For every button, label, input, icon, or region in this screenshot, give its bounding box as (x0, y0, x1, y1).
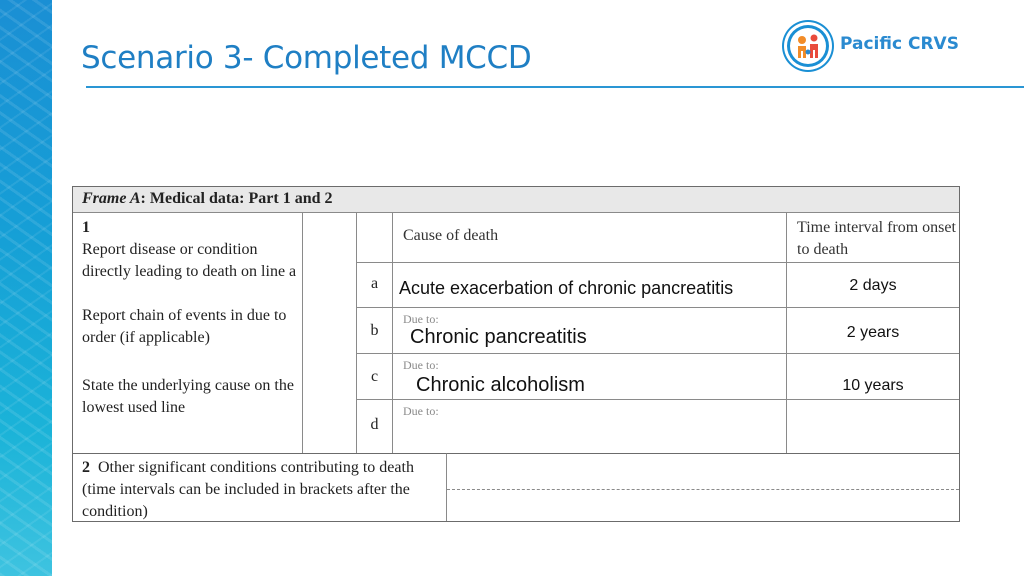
blank-column (303, 213, 357, 453)
row-letter-d: d (357, 400, 393, 453)
part2-dashed-line (447, 489, 959, 490)
chain-instruction: Report chain of events in due to order (if applicable) (82, 307, 287, 346)
mccd-frame-a (72, 186, 960, 522)
cause-text-c: Chronic alcoholism (416, 374, 585, 396)
cause-row-a[interactable] (393, 263, 787, 308)
title-divider (86, 86, 1024, 88)
cause-of-death-header: Cause of death (393, 213, 787, 263)
part1-instructions (73, 213, 303, 453)
interval-row-a[interactable]: 2 days (787, 263, 959, 308)
underlying-instruction: State the underlying cause on the lowest used line (82, 377, 294, 416)
frame-header-label: Frame A (82, 190, 141, 207)
due-to-label-b: Due to: (403, 312, 439, 326)
interval-row-c[interactable]: 10 years (787, 354, 959, 400)
time-interval-header: Time interval from onset to death (787, 213, 959, 263)
part2-instruction: Other significant conditions contributing to death (time intervals can be included in brackets after the condition) (82, 459, 414, 520)
row-letter-b: b (357, 308, 393, 354)
cause-row-b[interactable] (393, 308, 787, 354)
pacific-crvs-logo (784, 20, 959, 74)
interval-row-d[interactable] (787, 400, 959, 453)
band-pattern (0, 0, 52, 576)
page-title: Scenario 3- Completed MCCD (81, 40, 532, 76)
row-letter-c: c (357, 354, 393, 400)
cause-row-c[interactable] (393, 354, 787, 400)
part2-number: 2 (82, 459, 90, 476)
frame-header-rest: : Medical data: Part 1 and 2 (140, 190, 333, 207)
part2-instructions (73, 453, 447, 521)
cause-text-a: Acute exacerbation of chronic pancreatitis (399, 278, 734, 298)
interval-row-b[interactable]: 2 years (787, 308, 959, 354)
due-to-label-d: Due to: (403, 404, 439, 418)
part2-entry-area[interactable] (447, 453, 959, 521)
cause-row-d[interactable] (393, 400, 787, 453)
frame-header (73, 187, 959, 213)
letter-header-cell (357, 213, 393, 263)
part1-number: 1 (82, 219, 90, 236)
logo-circle-icon (784, 22, 832, 70)
line-a-instruction: Report disease or condition directly leading to death on line a (82, 241, 297, 280)
logo-text: Pacific CRVS (840, 34, 959, 54)
left-decorative-band (0, 0, 52, 576)
cause-text-b: Chronic pancreatitis (410, 326, 587, 348)
due-to-label-c: Due to: (403, 358, 439, 372)
row-letter-a: a (357, 263, 393, 308)
